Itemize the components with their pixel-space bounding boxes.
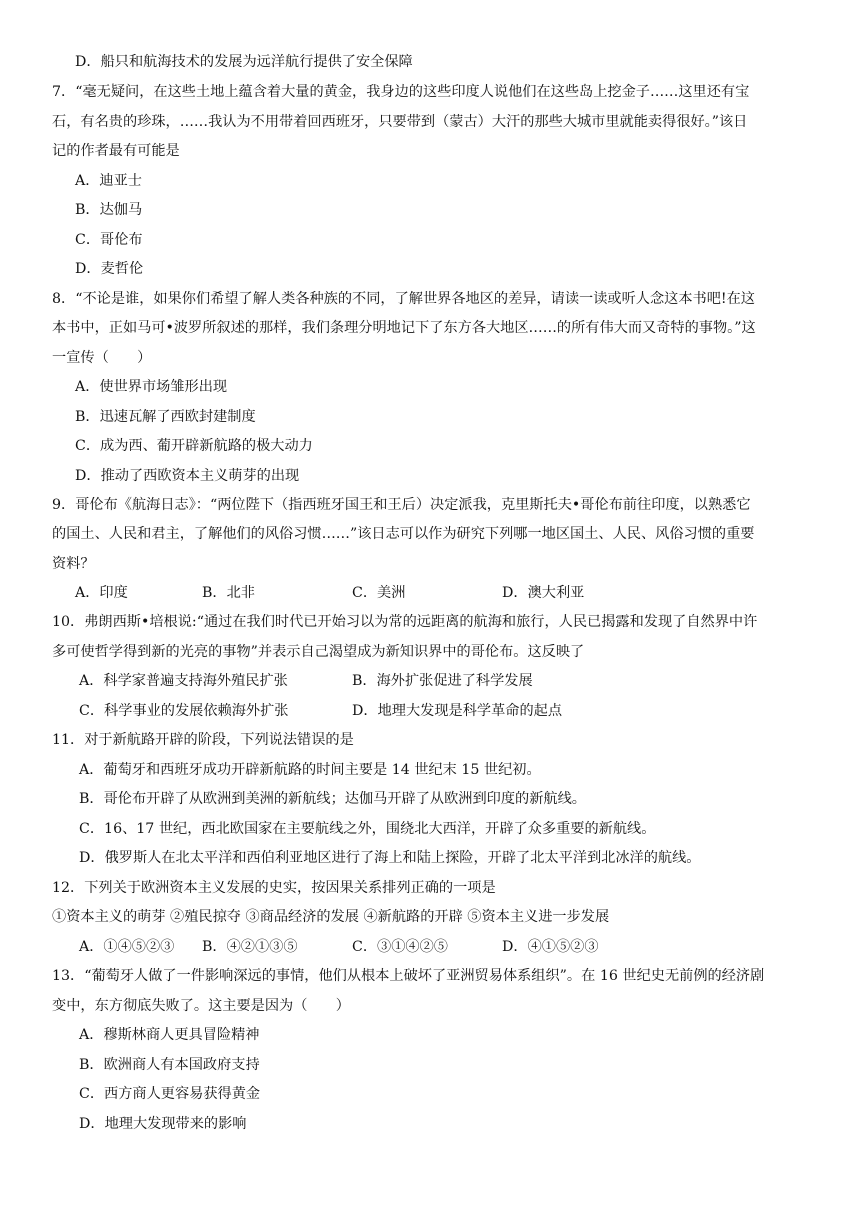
- q6-option-d: D．船只和航海技术的发展为远洋航行提供了安全保障: [75, 54, 413, 70]
- q9-option-d: D．澳大利亚: [502, 585, 585, 601]
- q8-stem-line-3: 一宣传（ ）: [52, 350, 152, 366]
- q7-stem-line-1: 7．“毫无疑问，在这些土地上蕴含着大量的黄金，我身边的这些印度人说他们在这些岛上挖金子……这里还有宝: [52, 84, 750, 100]
- q9-option-b: B．北非: [202, 585, 255, 601]
- q13-option-c: C．西方商人更容易获得黄金: [79, 1086, 261, 1102]
- q7-stem-line-3: 记的作者最有可能是: [52, 143, 180, 159]
- q12-option-c: C．③①④②⑤: [352, 939, 448, 955]
- q10-option-b: B．海外扩张促进了科学发展: [352, 673, 533, 689]
- q11-stem: 11．对于新航路开辟的阶段，下列说法错误的是: [52, 732, 354, 748]
- q12-option-a: A．①④⑤②③: [79, 939, 175, 955]
- q7-option-b: B．达伽马: [75, 202, 143, 218]
- q8-stem-line-2: 本书中，正如马可•波罗所叙述的那样，我们条理分明地记下了东方各大地区……的所有伟大而又奇特的事物。”这: [52, 320, 756, 336]
- q12-stem: 12．下列关于欧洲资本主义发展的史实，按因果关系排列正确的一项是: [52, 880, 496, 896]
- q7-option-d: D．麦哲伦: [75, 261, 144, 277]
- q7-stem-line-2: 石，有名贵的珍珠，……我认为不用带着回西班牙，只要带到（蒙古）大汗的那些大城市里就能卖得很好。”该日: [52, 114, 748, 130]
- q7-option-a: A．迪亚士: [75, 173, 142, 189]
- q11-option-b: B．哥伦布开辟了从欧洲到美洲的新航线；达伽马开辟了从欧洲到印度的新航线。: [79, 791, 586, 807]
- q8-option-b: B．迅速瓦解了西欧封建制度: [75, 409, 256, 425]
- q9-stem-line-1: 9．哥伦布《航海日志》：“两位陛下（指西班牙国王和王后）决定派我，克里斯托夫•哥伦布前往印度，以熟悉它: [52, 497, 751, 513]
- q12-option-d: D．④①⑤②③: [502, 939, 599, 955]
- q10-stem-line-1: 10．弗朗西斯•培根说:“通过在我们时代已开始习以为常的远距离的航海和旅行，人民已揭露和发现了自然界中许: [52, 614, 758, 630]
- q13-stem-line-2: 变中，东方彻底失败了。这主要是因为（ ）: [52, 998, 350, 1014]
- q9-stem-line-3: 资料？: [52, 556, 95, 572]
- q9-stem-line-2: 的国土、人民和君主，了解他们的风俗习惯……”该日志可以作为研究下列哪一地区国土、人民、风俗习惯的重要: [52, 526, 755, 542]
- q8-option-a: A．使世界市场雏形出现: [75, 379, 228, 395]
- q12-items: ①资本主义的萌芽 ②殖民掠夺 ③商品经济的发展 ④新航路的开辟 ⑤资本主义进一步发展: [52, 909, 610, 925]
- q13-stem-line-1: 13．“葡萄牙人做了一件影响深远的事情，他们从根本上破坏了亚洲贸易体系组织”。在 16 世纪史无前例的经济剧: [52, 968, 765, 984]
- q9-option-c: C．美洲: [352, 585, 406, 601]
- q12-option-b: B．④②①③⑤: [202, 939, 298, 955]
- q9-option-a: A．印度: [75, 585, 128, 601]
- q8-stem-line-1: 8．“不论是谁，如果你们希望了解人类各种族的不同，了解世界各地区的差异，请读一读或听人念这本书吧!在这: [52, 291, 755, 307]
- q8-option-d: D．推动了西欧资本主义萌芽的出现: [75, 468, 300, 484]
- q7-option-c: C．哥伦布: [75, 232, 143, 248]
- q13-option-d: D．地理大发现带来的影响: [79, 1116, 247, 1132]
- q11-option-d: D．俄罗斯人在北太平洋和西伯利亚地区进行了海上和陆上探险，开辟了北太平洋到北冰洋的航线。: [79, 850, 701, 866]
- q13-option-a: A．穆斯林商人更具冒险精神: [79, 1027, 260, 1043]
- q8-option-c: C．成为西、葡开辟新航路的极大动力: [75, 438, 313, 454]
- q13-option-b: B．欧洲商人有本国政府支持: [79, 1057, 260, 1073]
- q10-option-c: C．科学事业的发展依赖海外扩张: [79, 703, 289, 719]
- q11-option-a: A．葡萄牙和西班牙成功开辟新航路的时间主要是 14 世纪末 15 世纪初。: [79, 762, 541, 778]
- q11-option-c: C．16、17 世纪，西北欧国家在主要航线之外，围绕北大西洋，开辟了众多重要的新航线。: [79, 821, 656, 837]
- q10-option-a: A．科学家普遍支持海外殖民扩张: [79, 673, 288, 689]
- q10-stem-line-2: 多可使哲学得到新的光亮的事物”并表示自己渴望成为新知识界中的哥伦布。这反映了: [52, 644, 585, 660]
- q10-option-d: D．地理大发现是科学革命的起点: [352, 703, 563, 719]
